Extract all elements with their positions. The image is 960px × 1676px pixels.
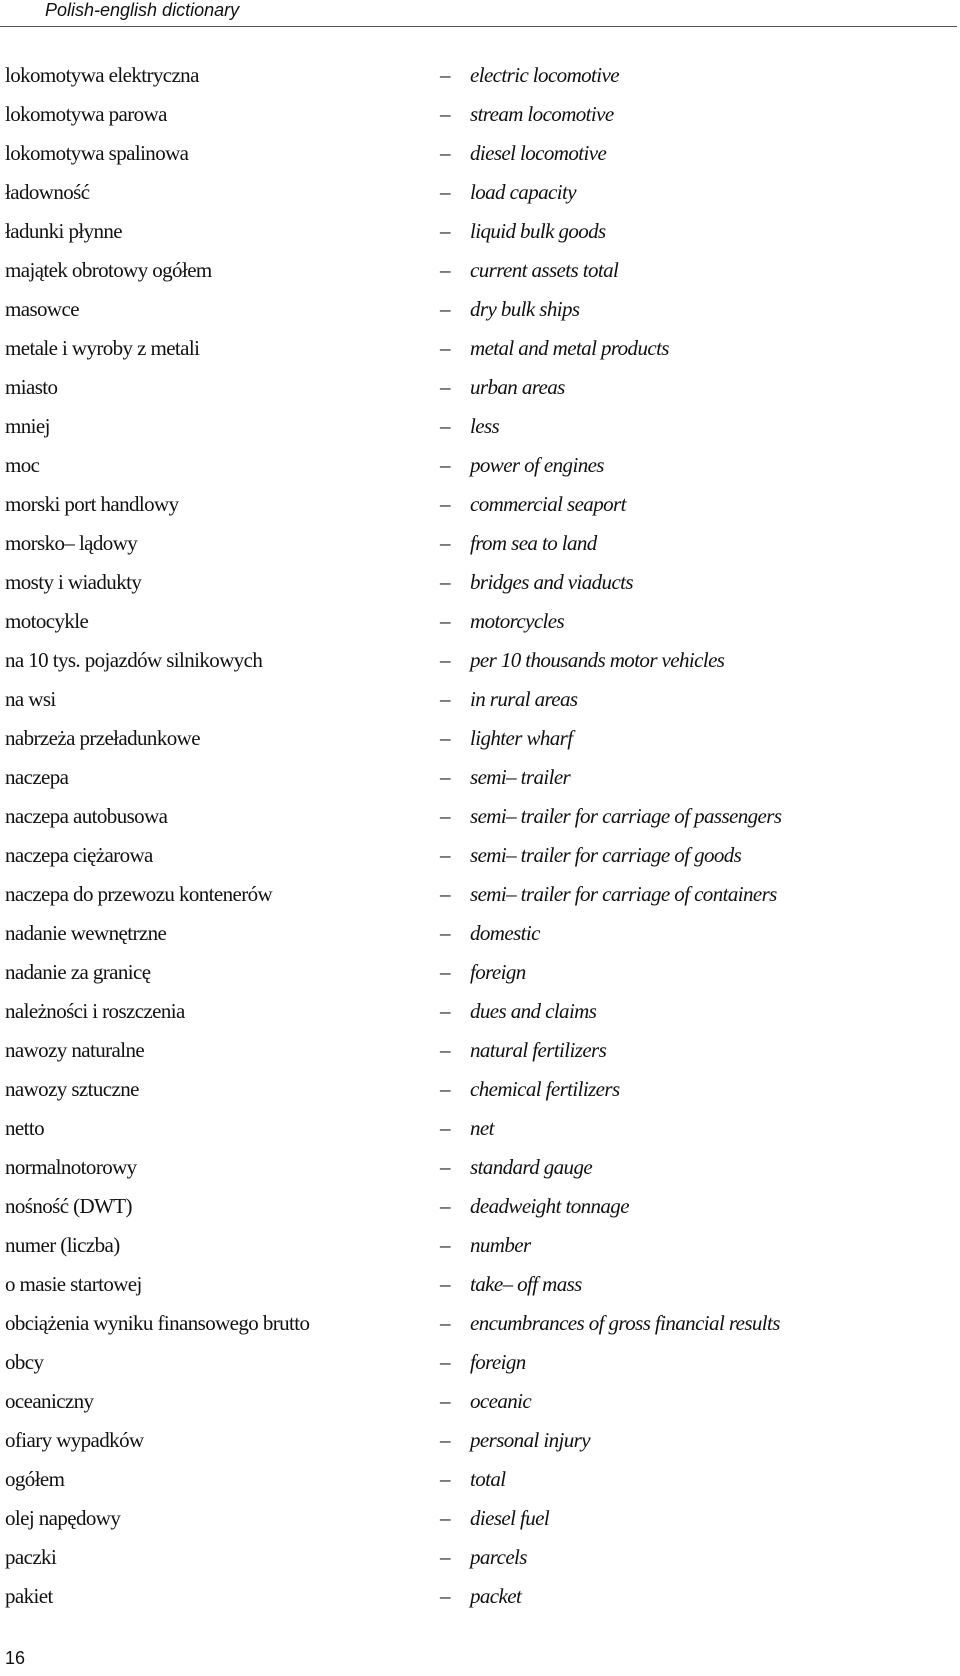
entry-separator: – [440, 960, 450, 984]
dictionary-entry [0, 836, 960, 875]
entry-separator: – [440, 999, 450, 1023]
dictionary-entry [0, 1421, 960, 1460]
entry-separator: – [440, 63, 450, 87]
english-translation: semi– trailer [470, 765, 571, 789]
polish-term: masowce [5, 297, 79, 321]
polish-term: nośność (DWT) [5, 1194, 132, 1218]
entry-separator: – [440, 882, 450, 906]
english-translation: parcels [470, 1545, 527, 1569]
entry-separator: – [440, 1233, 450, 1257]
entry-separator: – [440, 1506, 450, 1530]
polish-term: motocykle [5, 609, 89, 633]
english-translation: encumbrances of gross financial results [470, 1311, 780, 1335]
polish-term: mosty i wiadukty [5, 570, 142, 594]
entry-separator: – [440, 258, 450, 282]
english-translation: liquid bulk goods [470, 219, 606, 243]
english-translation: semi– trailer for carriage of goods [470, 843, 742, 867]
entry-separator: – [440, 648, 450, 672]
english-translation: domestic [470, 921, 540, 945]
entry-separator: – [440, 453, 450, 477]
entry-separator: – [440, 1584, 450, 1608]
entry-separator: – [440, 570, 450, 594]
dictionary-entry [0, 290, 960, 329]
dictionary-entry [0, 1538, 960, 1577]
entry-separator: – [440, 1077, 450, 1101]
polish-term: obciążenia wyniku finansowego brutto [5, 1311, 310, 1335]
dictionary-entries [0, 56, 960, 1616]
page-header [0, 0, 957, 27]
entry-separator: – [440, 921, 450, 945]
dictionary-entry [0, 1304, 960, 1343]
entry-separator: – [440, 141, 450, 165]
english-translation: commercial seaport [470, 492, 626, 516]
entry-separator: – [440, 609, 450, 633]
dictionary-entry [0, 407, 960, 446]
polish-term: numer (liczba) [5, 1233, 120, 1257]
polish-term: nabrzeża przeładunkowe [5, 726, 200, 750]
polish-term: ładunki płynne [5, 219, 122, 243]
dictionary-entry [0, 251, 960, 290]
entry-separator: – [440, 414, 450, 438]
entry-separator: – [440, 1389, 450, 1413]
dictionary-entry [0, 719, 960, 758]
polish-term: na wsi [5, 687, 56, 711]
page-number: 16 [5, 1648, 26, 1668]
polish-term: morsko– lądowy [5, 531, 138, 555]
polish-term: naczepa autobusowa [5, 804, 168, 828]
english-translation: diesel fuel [470, 1506, 550, 1530]
entry-separator: – [440, 726, 450, 750]
dictionary-entry [0, 758, 960, 797]
english-translation: from sea to land [470, 531, 597, 555]
entry-separator: – [440, 297, 450, 321]
entry-separator: – [440, 687, 450, 711]
dictionary-entry [0, 95, 960, 134]
dictionary-entry [0, 1031, 960, 1070]
english-translation: chemical fertilizers [470, 1077, 620, 1101]
dictionary-entry [0, 368, 960, 407]
dictionary-entry [0, 953, 960, 992]
english-translation: foreign [470, 1350, 526, 1374]
dictionary-entry [0, 1226, 960, 1265]
polish-term: naczepa do przewozu kontenerów [5, 882, 273, 906]
english-translation: lighter wharf [470, 726, 573, 750]
polish-term: pakiet [5, 1584, 53, 1608]
dictionary-entry [0, 212, 960, 251]
english-translation: standard gauge [470, 1155, 593, 1179]
dictionary-entry [0, 1187, 960, 1226]
dictionary-entry [0, 1460, 960, 1499]
entry-separator: – [440, 1467, 450, 1491]
english-translation: urban areas [470, 375, 565, 399]
english-translation: net [470, 1116, 494, 1140]
english-translation: natural fertilizers [470, 1038, 607, 1062]
polish-term: mniej [5, 414, 50, 438]
english-translation: electric locomotive [470, 63, 619, 87]
polish-term: lokomotywa spalinowa [5, 141, 189, 165]
dictionary-entry [0, 1499, 960, 1538]
english-translation: take– off mass [470, 1272, 582, 1296]
english-translation: motorcycles [470, 609, 565, 633]
polish-term: naczepa [5, 765, 69, 789]
polish-term: olej napędowy [5, 1506, 121, 1530]
polish-term: na 10 tys. pojazdów silnikowych [5, 648, 263, 672]
dictionary-entry [0, 797, 960, 836]
english-translation: deadweight tonnage [470, 1194, 629, 1218]
english-translation: diesel locomotive [470, 141, 607, 165]
entry-separator: – [440, 765, 450, 789]
polish-term: ogółem [5, 1467, 65, 1491]
entry-separator: – [440, 1038, 450, 1062]
polish-term: ładowność [5, 180, 90, 204]
dictionary-entry [0, 602, 960, 641]
header-title: Polish-english dictionary [45, 0, 240, 20]
english-translation: foreign [470, 960, 526, 984]
dictionary-entry [0, 680, 960, 719]
entry-separator: – [440, 1194, 450, 1218]
english-translation: metal and metal products [470, 336, 669, 360]
polish-term: nadanie za granicę [5, 960, 151, 984]
dictionary-entry [0, 1070, 960, 1109]
entry-separator: – [440, 102, 450, 126]
polish-term: normalnotorowy [5, 1155, 137, 1179]
entry-separator: – [440, 336, 450, 360]
polish-term: o masie startowej [5, 1272, 142, 1296]
english-translation: per 10 thousands motor vehicles [470, 648, 725, 672]
dictionary-entry [0, 446, 960, 485]
dictionary-entry [0, 56, 960, 95]
polish-term: lokomotywa parowa [5, 102, 167, 126]
english-translation: total [470, 1467, 506, 1491]
polish-term: miasto [5, 375, 58, 399]
entry-separator: – [440, 1428, 450, 1452]
polish-term: netto [5, 1116, 44, 1140]
dictionary-entry [0, 914, 960, 953]
english-translation: dues and claims [470, 999, 597, 1023]
entry-separator: – [440, 1545, 450, 1569]
dictionary-entry [0, 524, 960, 563]
entry-separator: – [440, 1272, 450, 1296]
dictionary-entry [0, 563, 960, 602]
dictionary-entry [0, 1109, 960, 1148]
dictionary-entry [0, 1577, 960, 1616]
entry-separator: – [440, 1350, 450, 1374]
polish-term: majątek obrotowy ogółem [5, 258, 212, 282]
polish-term: ofiary wypadków [5, 1428, 144, 1452]
dictionary-entry [0, 875, 960, 914]
english-translation: number [470, 1233, 531, 1257]
polish-term: oceaniczny [5, 1389, 94, 1413]
dictionary-entry [0, 1343, 960, 1382]
polish-term: metale i wyroby z metali [5, 336, 200, 360]
polish-term: lokomotywa elektryczna [5, 63, 199, 87]
entry-separator: – [440, 180, 450, 204]
entry-separator: – [440, 375, 450, 399]
english-translation: dry bulk ships [470, 297, 580, 321]
english-translation: oceanic [470, 1389, 532, 1413]
polish-term: obcy [5, 1350, 44, 1374]
english-translation: personal injury [470, 1428, 590, 1452]
english-translation: semi– trailer for carriage of passengers [470, 804, 782, 828]
entry-separator: – [440, 531, 450, 555]
english-translation: semi– trailer for carriage of containers [470, 882, 777, 906]
english-translation: current assets total [470, 258, 619, 282]
entry-separator: – [440, 219, 450, 243]
entry-separator: – [440, 492, 450, 516]
polish-term: nawozy naturalne [5, 1038, 145, 1062]
dictionary-entry [0, 1148, 960, 1187]
english-translation: bridges and viaducts [470, 570, 633, 594]
entry-separator: – [440, 804, 450, 828]
english-translation: load capacity [470, 180, 576, 204]
entry-separator: – [440, 1155, 450, 1179]
polish-term: nawozy sztuczne [5, 1077, 139, 1101]
entry-separator: – [440, 843, 450, 867]
dictionary-entry [0, 134, 960, 173]
entry-separator: – [440, 1116, 450, 1140]
english-translation: stream locomotive [470, 102, 614, 126]
polish-term: naczepa ciężarowa [5, 843, 153, 867]
polish-term: moc [5, 453, 40, 477]
english-translation: in rural areas [470, 687, 578, 711]
dictionary-entry [0, 1265, 960, 1304]
dictionary-entry [0, 641, 960, 680]
dictionary-entry [0, 173, 960, 212]
english-translation: power of engines [470, 453, 604, 477]
polish-term: paczki [5, 1545, 57, 1569]
polish-term: należności i roszczenia [5, 999, 185, 1023]
english-translation: packet [470, 1584, 522, 1608]
polish-term: morski port handlowy [5, 492, 179, 516]
dictionary-entry [0, 1382, 960, 1421]
dictionary-entry [0, 992, 960, 1031]
entry-separator: – [440, 1311, 450, 1335]
english-translation: less [470, 414, 500, 438]
dictionary-entry [0, 485, 960, 524]
dictionary-entry [0, 329, 960, 368]
polish-term: nadanie wewnętrzne [5, 921, 167, 945]
